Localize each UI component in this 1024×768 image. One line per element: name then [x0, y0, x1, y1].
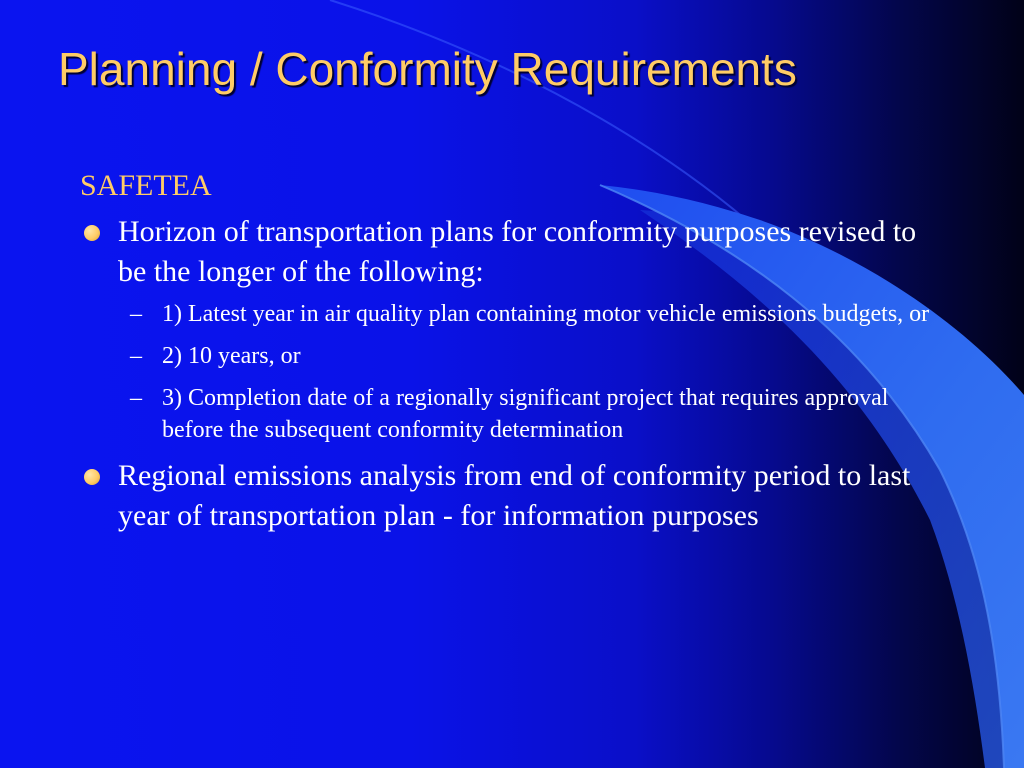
- dash-icon: –: [130, 385, 142, 411]
- dash-icon: –: [130, 343, 142, 369]
- bullet-item: [80, 456, 940, 536]
- sub-bullet-text: 2) 10 years, or: [162, 343, 301, 369]
- section-heading: SAFETEA: [80, 169, 212, 202]
- bullet-text: Regional emissions analysis from end of conformity period to last year of transportation plan - for information purposes: [118, 459, 911, 532]
- bullet-item: [80, 212, 940, 292]
- sub-bullet-item: [80, 340, 940, 372]
- bullet-dot-icon: [84, 469, 100, 485]
- sub-bullet-item: [80, 298, 940, 330]
- slide-title: Planning / Conformity Requirements: [58, 43, 797, 95]
- sub-bullet-text: 3) Completion date of a regionally significant project that requires approval before the subsequent conformity determination: [162, 385, 889, 443]
- sub-bullet-text: 1) Latest year in air quality plan containing motor vehicle emissions budgets, or: [162, 301, 930, 327]
- sub-bullet-item: [80, 382, 940, 446]
- bullet-dot-icon: [84, 225, 100, 241]
- dash-icon: –: [130, 301, 142, 327]
- bullet-text: Horizon of transportation plans for conformity purposes revised to be the longer of the following:: [118, 215, 917, 288]
- slide-body: [80, 168, 940, 542]
